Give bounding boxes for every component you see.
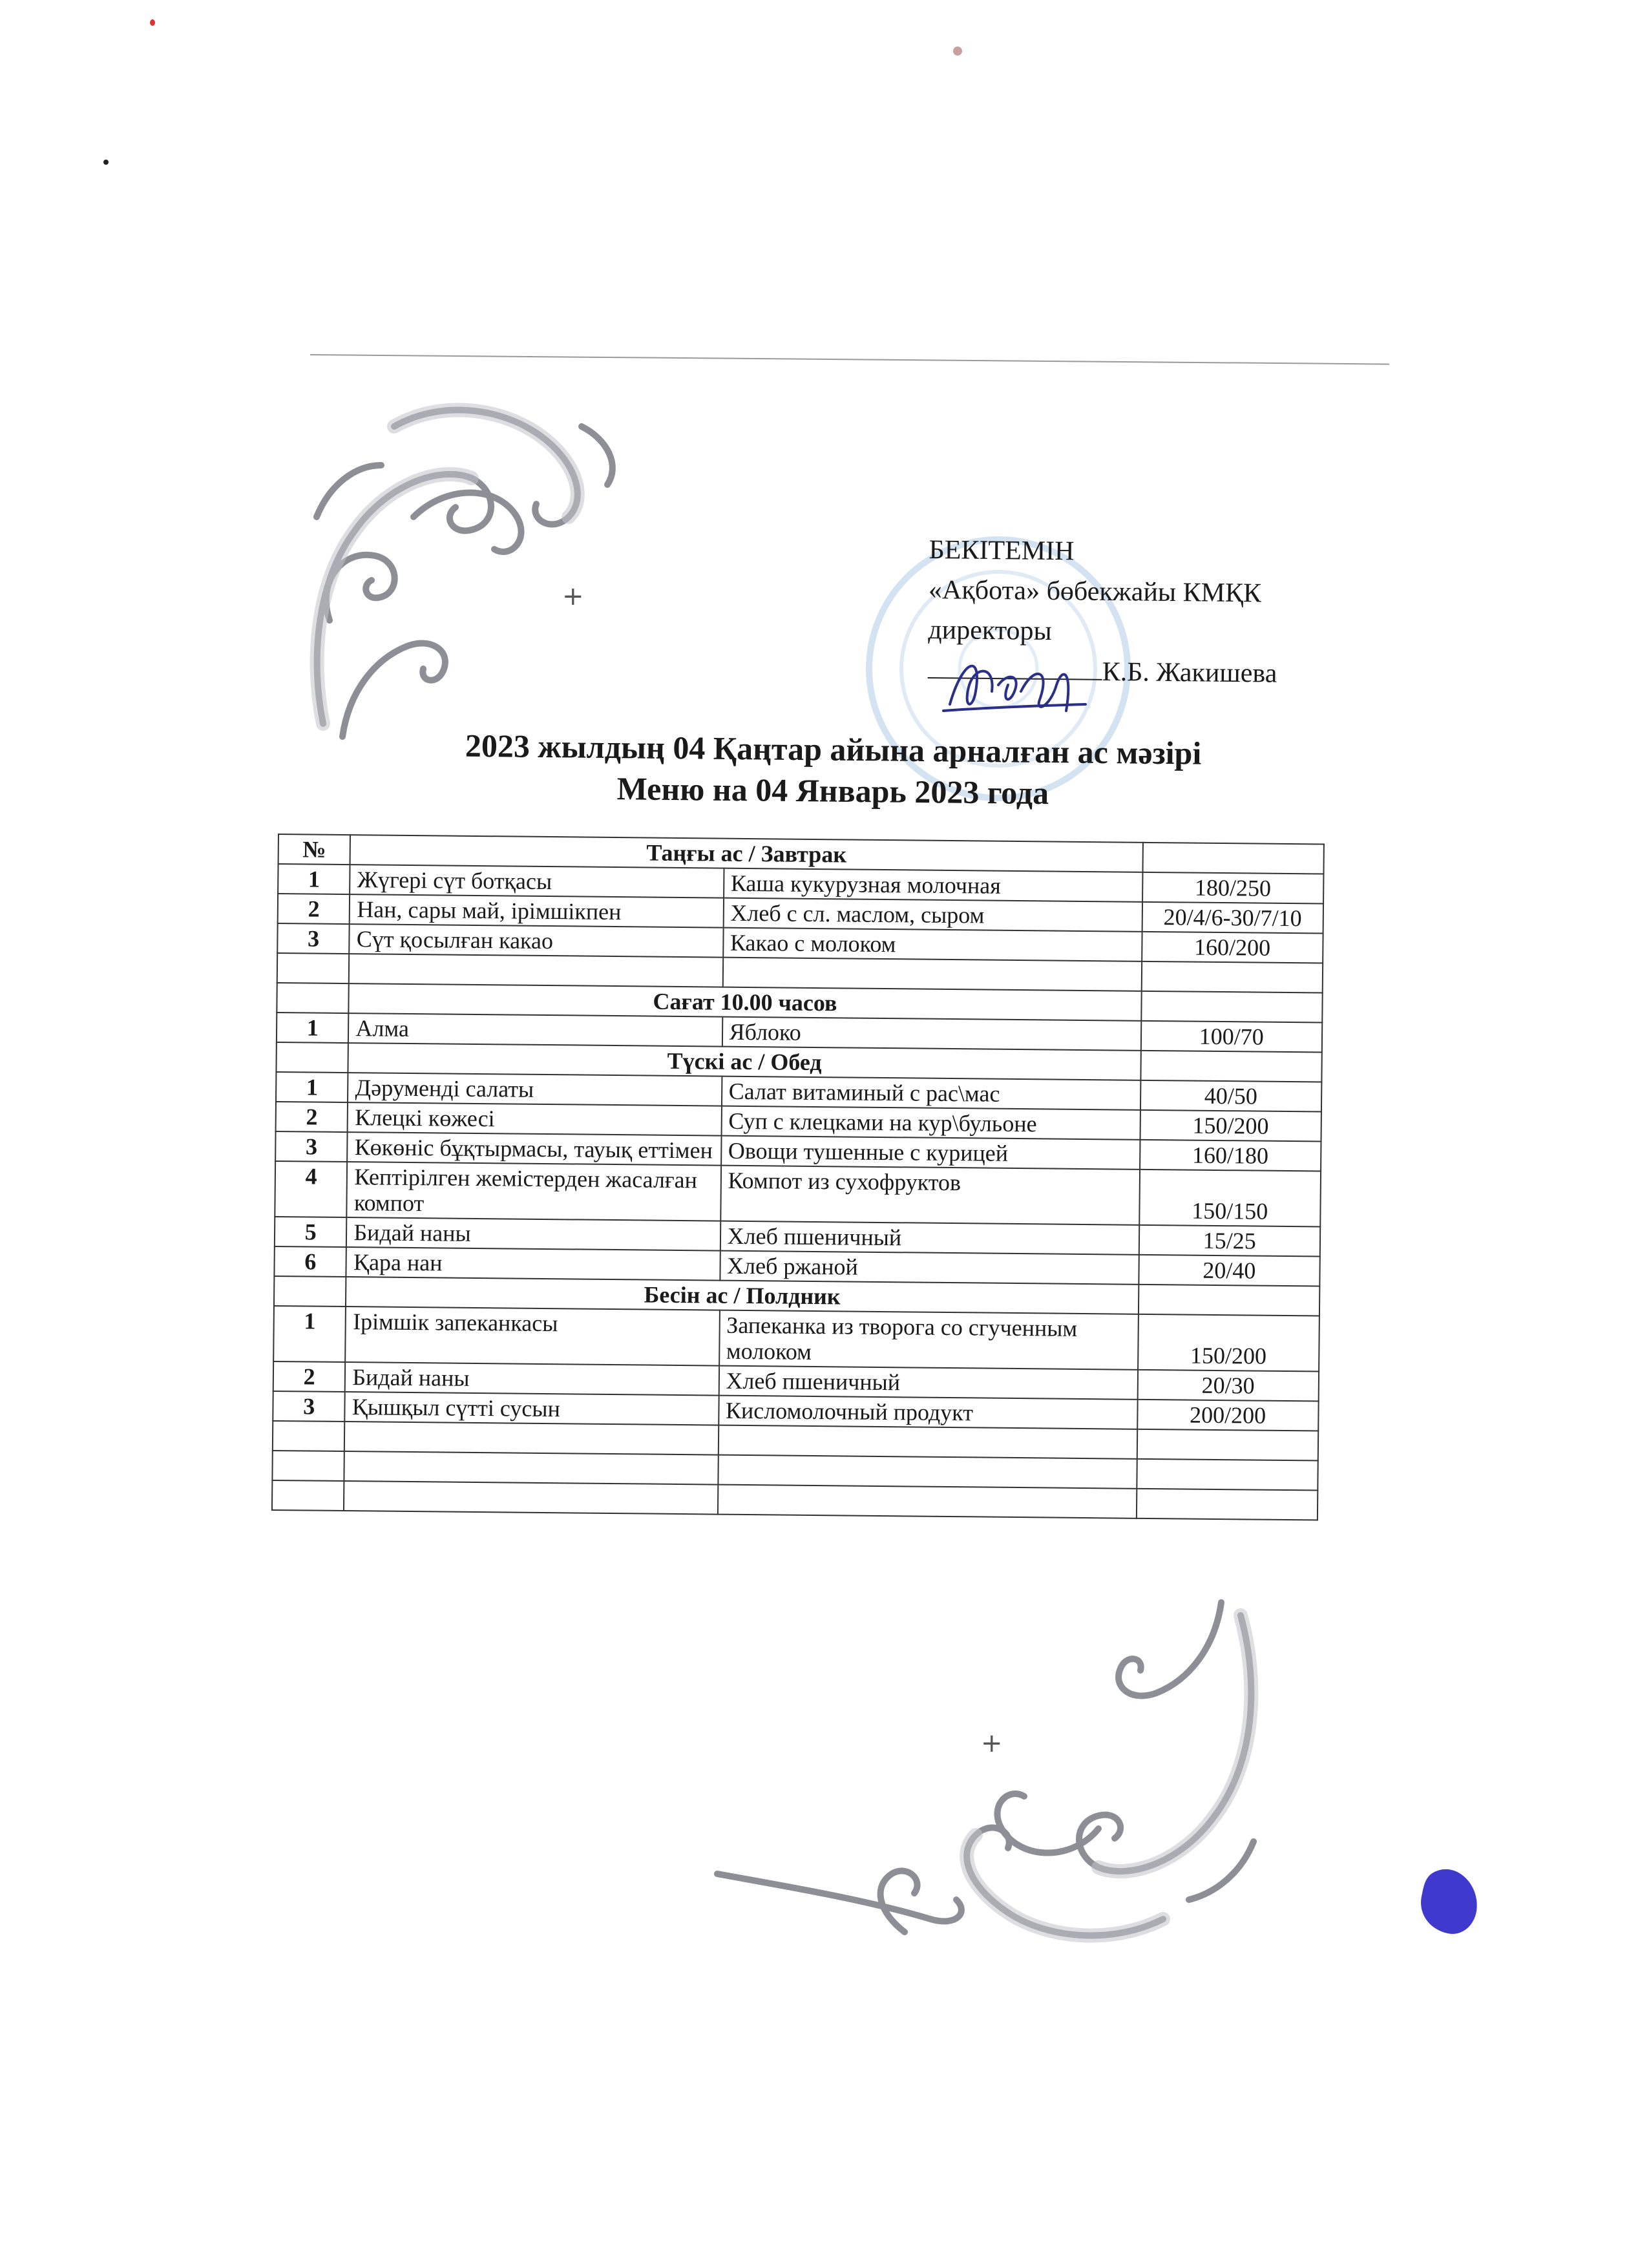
menu-heading xyxy=(361,724,1305,816)
dish-name-kazakh: Алма xyxy=(348,1013,722,1047)
cross-mark-top: + xyxy=(562,582,584,611)
dish-name-russian: Овощи тушенные с курицей xyxy=(721,1136,1140,1170)
dish-name-russian xyxy=(718,1455,1137,1489)
dish-name-russian xyxy=(717,1485,1136,1518)
dish-name-kazakh: Нан, сары май, ірімшікпен xyxy=(350,894,724,928)
portion-weight: 200/200 xyxy=(1137,1400,1319,1431)
dish-name-kazakh: Бидай наны xyxy=(345,1362,719,1396)
menu-table xyxy=(271,834,1325,1521)
row-number: 1 xyxy=(273,1306,346,1362)
dish-name-russian: Яблоко xyxy=(722,1017,1140,1051)
section-qty-cell xyxy=(1142,843,1324,874)
section-number-cell xyxy=(276,1042,348,1073)
approval-name: К.Б. Жакишева xyxy=(1102,656,1277,689)
dish-name-kazakh: Қышқыл сүтті сусын xyxy=(345,1392,719,1425)
dish-name-kazakh: Жүгері сүт ботқасы xyxy=(350,865,724,898)
dish-name-kazakh: Дәруменді салаты xyxy=(348,1073,722,1106)
row-number: 3 xyxy=(277,923,350,954)
row-number: 1 xyxy=(276,1072,348,1102)
row-number: 6 xyxy=(274,1246,346,1277)
cross-mark-bottom: + xyxy=(981,1728,1003,1758)
approval-org: «Ақбота» бөбекжайы КМҚК xyxy=(928,574,1262,609)
speck xyxy=(103,160,109,165)
portion-weight: 160/200 xyxy=(1142,932,1323,963)
dish-name-russian: Хлеб ржаной xyxy=(720,1251,1139,1285)
portion-weight: 20/40 xyxy=(1139,1255,1320,1286)
dish-name-russian: Каша кукурузная молочная xyxy=(724,868,1142,902)
dish-name-kazakh: Сүт қосылған какао xyxy=(350,924,724,958)
portion-weight xyxy=(1137,1459,1318,1491)
section-title: Түскі ас / Обед xyxy=(348,1043,1140,1080)
section-number-cell xyxy=(274,1276,346,1307)
portion-weight: 40/50 xyxy=(1140,1080,1321,1112)
portion-weight: 20/30 xyxy=(1137,1370,1319,1402)
section-title: Бесін ас / Полдник xyxy=(346,1277,1138,1314)
dish-name-kazakh: Клецкі көжесі xyxy=(348,1102,722,1136)
portion-weight: 150/200 xyxy=(1140,1110,1321,1142)
portion-weight: 100/70 xyxy=(1140,1021,1322,1053)
row-number: 2 xyxy=(276,1102,348,1132)
approval-title: БЕКІТЕМІН xyxy=(929,534,1075,567)
portion-weight: 150/200 xyxy=(1138,1314,1319,1372)
row-number: 1 xyxy=(277,1013,349,1043)
dish-name-russian: Суп с клецками на кур\бульоне xyxy=(721,1106,1140,1140)
row-number xyxy=(277,953,350,983)
dish-name-kazakh: Көкөніс бұқтырмасы, тауық еттімен xyxy=(348,1132,722,1166)
dish-name-russian: Кисломолочный продукт xyxy=(719,1396,1137,1429)
top-rule-line xyxy=(310,354,1389,365)
dish-name-russian: Хлеб пшеничный xyxy=(719,1366,1137,1400)
dish-name-russian: Салат витаминый с рас\мас xyxy=(722,1076,1140,1110)
handwritten-signature xyxy=(937,646,1092,724)
menu-table-wrapper xyxy=(271,834,1325,1521)
portion-weight: 180/250 xyxy=(1142,872,1324,904)
row-number xyxy=(273,1421,345,1451)
portion-weight: 160/180 xyxy=(1140,1140,1321,1171)
section-title: Таңғы ас / Завтрак xyxy=(350,835,1142,872)
table-row xyxy=(273,1306,1319,1372)
row-number: 5 xyxy=(275,1217,347,1247)
dish-name-russian: Какао с молоком xyxy=(723,928,1142,961)
speck xyxy=(953,47,962,56)
portion-weight xyxy=(1136,1489,1318,1520)
section-number-cell xyxy=(277,983,349,1013)
row-number: 3 xyxy=(273,1391,345,1422)
row-number: 2 xyxy=(273,1361,346,1392)
portion-weight: 20/4/6-30/7/10 xyxy=(1142,902,1323,934)
dish-name-russian: Запеканка из творога со сгученным молоком xyxy=(719,1310,1139,1370)
section-qty-cell xyxy=(1141,991,1323,1023)
dish-name-kazakh xyxy=(349,954,723,987)
approval-position: директоры xyxy=(928,614,1052,646)
dish-name-kazakh: Бидай наны xyxy=(346,1217,720,1251)
portion-weight xyxy=(1141,961,1323,993)
row-number: 1 xyxy=(278,864,350,894)
dish-name-russian: Хлеб с сл. маслом, сыром xyxy=(723,898,1142,932)
row-number: 2 xyxy=(278,894,350,924)
portion-weight: 15/25 xyxy=(1139,1225,1320,1257)
corner-ornament-bottom-right xyxy=(711,1596,1266,1958)
portion-weight: 150/150 xyxy=(1139,1170,1321,1227)
row-number xyxy=(272,1480,344,1511)
dish-name-kazakh: Кептірілген жемістерден жасалған компот xyxy=(347,1162,721,1221)
row-number: 3 xyxy=(275,1131,348,1162)
dish-name-kazakh xyxy=(344,1451,719,1485)
row-number xyxy=(272,1451,344,1481)
corner-ornament-top-left xyxy=(304,388,627,750)
ink-blot xyxy=(1412,1861,1483,1938)
heading-russian: Меню на 04 Январь 2023 года xyxy=(616,770,1049,812)
dish-name-kazakh xyxy=(344,1422,719,1455)
section-title: Сағат 10.00 часов xyxy=(349,983,1141,1021)
heading-kazakh: 2023 жылдың 04 Қаңтар айына арналған ас мәзірі xyxy=(465,727,1202,772)
section-qty-cell xyxy=(1138,1285,1319,1316)
dish-name-kazakh xyxy=(344,1481,718,1515)
number-header: № xyxy=(278,834,351,865)
speck xyxy=(150,19,155,26)
dish-name-kazakh: Ірімшік запеканкасы xyxy=(346,1307,720,1366)
table-row xyxy=(275,1161,1321,1227)
portion-weight xyxy=(1137,1429,1318,1461)
dish-name-russian: Компот из сухофруктов xyxy=(720,1166,1140,1225)
dish-name-russian xyxy=(718,1425,1137,1459)
dish-name-russian xyxy=(722,958,1141,991)
row-number: 4 xyxy=(275,1161,347,1217)
dish-name-russian: Хлеб пшеничный xyxy=(720,1221,1139,1255)
dish-name-kazakh: Қара нан xyxy=(346,1247,720,1281)
section-qty-cell xyxy=(1140,1051,1322,1082)
